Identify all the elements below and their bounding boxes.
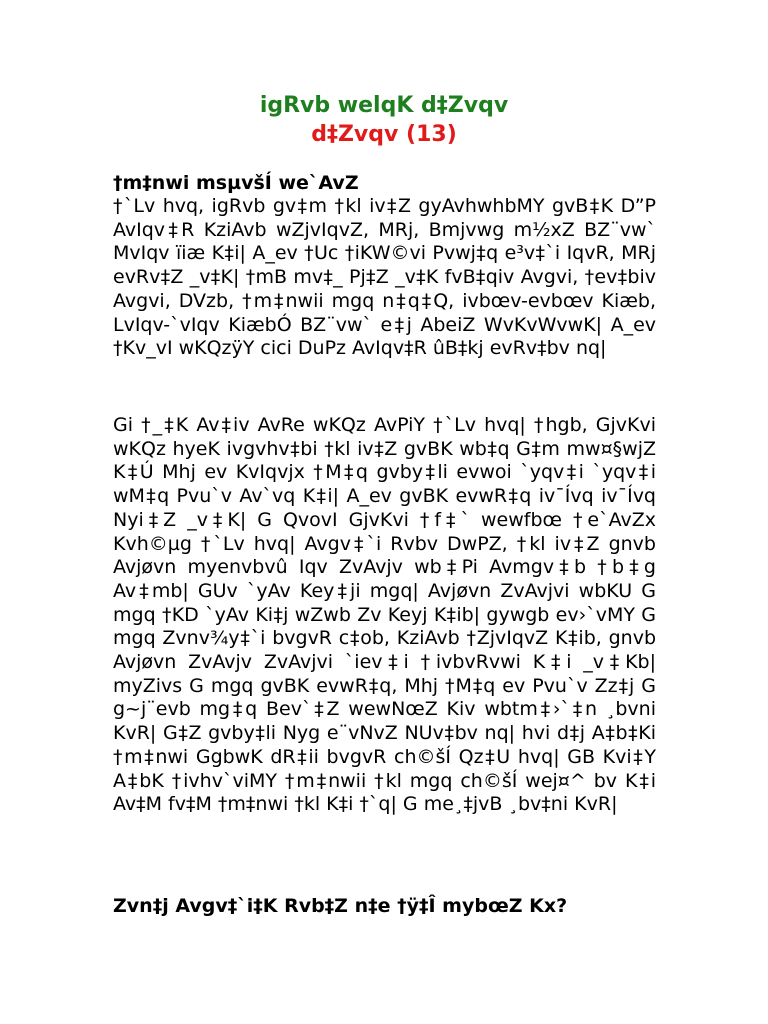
body-paragraph-1: †`Lv hvq, igRvb gv‡m †kl iv‡Z gyAvhwhbMY gvB‡K D”P AvIqv‡R KziAvb wZjvIqvZ, MRj, Bmjvwg m½xZ BZ¨vw` MvIqv ïiæ K‡i| A_ev †Uc †iKW©vi Pvwj‡q e³v‡`i IqvR, MRj evRv‡Z _v‡K| †mB mv‡_ Pj‡Z _v‡K fvB‡qiv Avgvi, †ev‡biv Avgvi, DVzb, †m‡nwii mgq n‡q‡Q, ivbœv-evbœv Kiæb, LvIqv-`vIqv KiæbÓ BZ¨vw` e‡j AbeiZ WvKvWvwK| A_ev †Kv_vI wKQzÿY cici DuPz AvIqv‡R ûB‡kj evRv‡bv nq| [113, 195, 656, 360]
body-paragraph-2: Gi †_‡K Av‡iv AvRe wKQz AvPiY †`Lv hvq| †hgb, GjvKvi wKQz hyeK ivgvhv‡bi †kl iv‡Z gvBK wb‡q G‡m mw¤§wjZ K‡Ú Mhj ev KvIqvjx †M‡q gvby‡li evwoi `yqv‡i `yqv‡i wM‡q Pvu`v Av`vq K‡i| A_ev gvBK evwR‡q iv¯Ívq iv¯Ívq Nyi‡Z _v‡K| G QvovI GjvKvi †f‡` wewfbœ †e`AvZx Kvh©µg †`Lv hvq| Avgv‡`i Rvbv DwPZ, †kl iv‡Z gnvb Avjøvn myenvbvû Iqv ZvAvjv wb‡Pi Avmgv‡b †b‡g Av‡mb| GUv `yAv Key‡ji mgq| Avjøvn ZvAvjvi wbKU G mgq †KD `yAv Ki‡j wZwb Zv Keyj K‡ib| gywgb ev›`vMY G mgq Zvnv¾y‡`i bvgvR c‡ob, KziAvb †ZjvIqvZ K‡ib, gnvb Avjøvn ZvAvjv ZvAvjvi `iev‡i †ivbvRvwi K‡i _v‡Kb| myZivs G mgq gvBK evwR‡q, Mhj †M‡q ev Pvu`v Zz‡j G g~j¨evb mg‡q Bev`‡Z wewNœZ Kiv wbtm‡›`‡n ¸bvni KvR| G‡Z gvby‡li Nyg e¨vNvZ NUv‡bv nq| hvi d‡j A‡b‡Ki †m‡nwi GgbwK dR‡ii bvgvR ch©šÍ Qz‡U hvq| GB Kvi‡Y A‡bK †ivhv`viMY †m‡nwii †kl mgq ch©šÍ wej¤^ bv K‡i Av‡M fv‡M †m‡nwi †kl K‡i †`q| G me¸‡jvB ¸bv‡ni KvR| [113, 414, 656, 816]
document-title: igRvb welqK d‡Zvqv [259, 93, 509, 118]
fatwa-number-title: d‡Zvqv (13) [311, 122, 457, 147]
question-heading-2: Zvn‡j Avgv‡`i‡K Rvb‡Z n‡e †ÿ‡Î mybœZ Kx? [113, 895, 568, 917]
question-heading: †m‡nwi msµvšÍ we`AvZ [113, 172, 359, 194]
